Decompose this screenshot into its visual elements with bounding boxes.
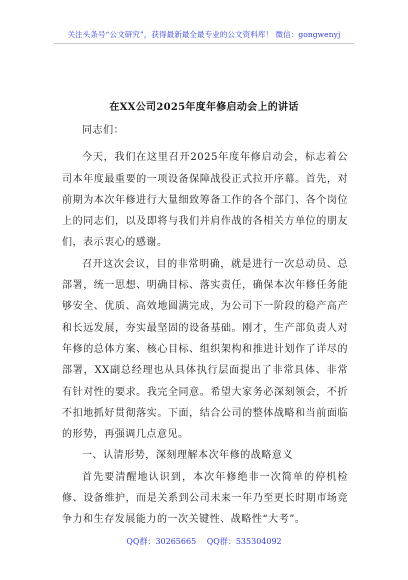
- paragraph-section-1: 首先要清醒地认识到，本次年修绝非一次简单的停机检修、设备维护，而是关系到公司未来一年乃至更长时期市场竞争力和生存发展能力的一次关键性、战略性“大考”。: [62, 471, 348, 526]
- page-header: [0, 0, 408, 56]
- section-heading-1: 一、认清形势，深刻理解本次年修的战略意义: [82, 450, 293, 462]
- paragraph-purpose: 召开这次会议，目的非常明确，就是进行一次总动员、总部署，统一思想、明确目标、落实责任，确保本次年修任务能够安全、优质、高效地圆满完成，为公司下一阶段的稳产高产和长远发展，夯实最坚固的设备基础。刚才，生产部负责人对年修的总体方案、核心目标、组织架构和推进计划作了详尽的部署，XX副总经理也从具体执行层面提出了非常具体、非常有针对性的要求。我完全同意。希望大家务必深刻领会，不折不扣地抓好贯彻落实。下面，结合公司的整体战略和当前面临的形势，再强调几点意见。: [62, 258, 348, 441]
- document-title: 在XX公司2025年度年修启动会上的讲话: [109, 102, 299, 113]
- document-body: [62, 120, 348, 531]
- footer-qq-group-2: QQ群：535304092: [206, 537, 282, 546]
- header-divider: [54, 43, 354, 44]
- page-footer: [0, 536, 408, 547]
- footer-qq-group-1: QQ群：30265665: [126, 537, 197, 546]
- salutation: 同志们：: [82, 125, 125, 136]
- paragraph-opening: 今天，我们在这里召开2025年度年修启动会，标志着公司本年度最重要的一项设备保障战役正式拉开序幕。首先，对前期为本次年修进行大量细致筹备工作的各个部门、各个岗位上的同志们，以及即将与我们并肩作战的各相关方单位的朋友们，表示衷心的感谢。: [62, 152, 348, 249]
- header-promo-text: 关注头条号“公文研究”，获得最新最全最专业的公文资料库！ 微信：gongwenyj: [67, 30, 341, 39]
